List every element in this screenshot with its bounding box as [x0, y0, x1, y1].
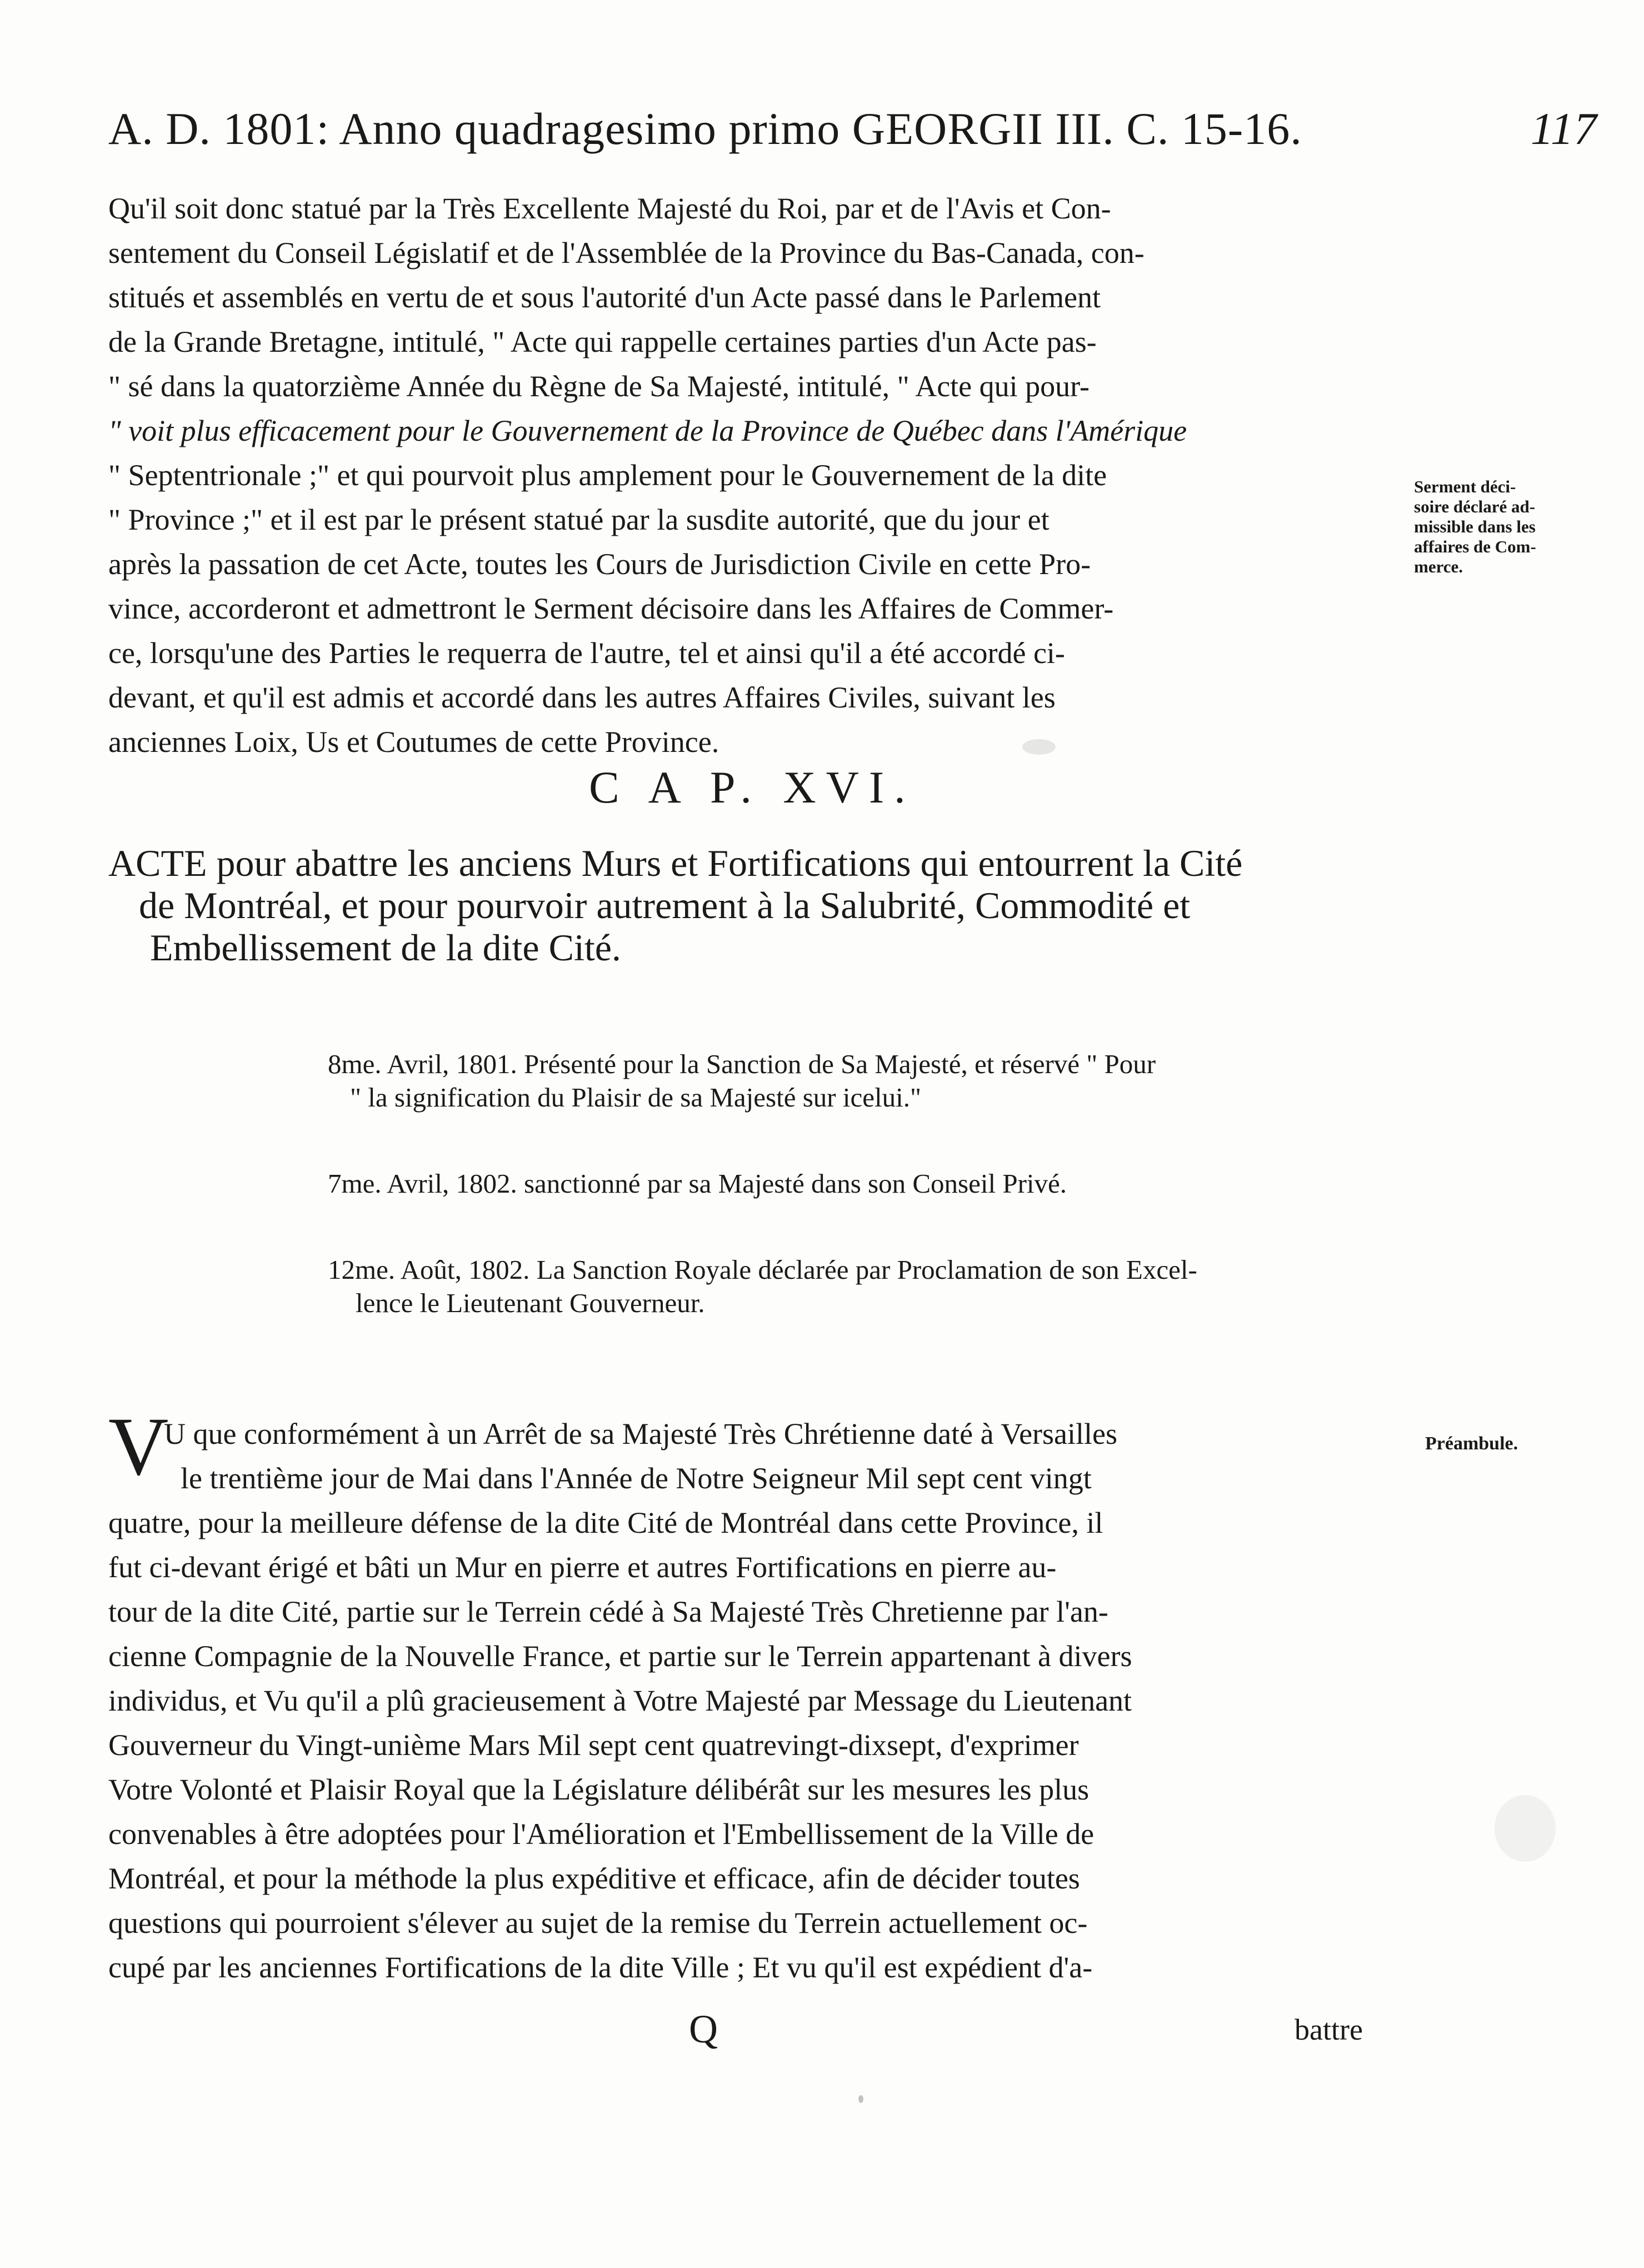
- text-line: sentement du Conseil Législatif et de l'Assemblée de la Province du Bas-Canada, con-: [108, 236, 1145, 270]
- text-line: ce, lorsqu'une des Parties le requerra de l'autre, tel et ainsi qu'il a été accordé ci-: [108, 636, 1065, 670]
- date-line: 12me. Août, 1802. La Sanction Royale déclarée par Proclamation de son Excel-: [328, 1254, 1197, 1285]
- text-line: le trentième jour de Mai dans l'Année de Notre Seigneur Mil sept cent vingt: [181, 1462, 1092, 1495]
- date-line: lence le Lieutenant Gouverneur.: [356, 1288, 705, 1318]
- paper-speck: [858, 2095, 863, 2103]
- text-line: cienne Compagnie de la Nouvelle France, et partie sur le Terrein appartenant à divers: [108, 1639, 1132, 1673]
- marginal-note-line: Serment déci-: [1414, 477, 1516, 496]
- text-line: Votre Volonté et Plaisir Royal que la Législature délibérât sur les mesures les plus: [108, 1773, 1090, 1806]
- act-title: [108, 842, 1386, 969]
- date-line: " la signification du Plaisir de sa Majesté sur icelui.": [350, 1082, 921, 1113]
- signature-mark: Q: [689, 2007, 718, 2051]
- date-line: 7me. Avril, 1802. sanctionné par sa Majesté dans son Conseil Privé.: [328, 1168, 1067, 1199]
- text-line: " sé dans la quatorzième Année du Règne de Sa Majesté, intitulé, " Acte qui pour-: [108, 370, 1090, 403]
- date-line: 8me. Avril, 1801. Présenté pour la Sanction de Sa Majesté, et réservé " Pour: [328, 1049, 1156, 1079]
- marginal-note-preambule: Préambule.: [1425, 1433, 1518, 1454]
- text-line: de la Grande Bretagne, intitulé, " Acte qui rappelle certaines parties d'un Acte pas-: [108, 325, 1097, 358]
- date-entry-sanctioned: [328, 1167, 1433, 1200]
- running-title: A. D. 1801: Anno quadragesimo primo GEORGII III. C. 15-16.: [108, 103, 1302, 154]
- page-number: 117: [1531, 103, 1597, 154]
- date-entry-proclaimed: [328, 1253, 1433, 1320]
- marginal-note-line: soire déclaré ad-: [1414, 497, 1536, 516]
- sanction-dates: [328, 1048, 1433, 1320]
- date-entry-presented: [328, 1048, 1433, 1114]
- text-line: questions qui pourroient s'élever au sujet de la remise du Terrein actuellement oc-: [108, 1906, 1088, 1940]
- text-line: quatre, pour la meilleure défense de la dite Cité de Montréal dans cette Province, il: [108, 1506, 1103, 1539]
- act-title-line: de Montréal, et pour pourvoir autrement à la Salubrité, Commodité et: [139, 884, 1191, 926]
- text-line: Gouverneur du Vingt-unième Mars Mil sept cent quatrevingt-dixsept, d'exprimer: [108, 1728, 1079, 1762]
- marginal-note-line: missible dans les: [1414, 517, 1536, 536]
- text-line: " Septentrionale ;" et qui pourvoit plus amplement pour le Gouvernement de la dite: [108, 458, 1107, 492]
- text-line: Qu'il soit donc statué par la Très Excellente Majesté du Roi, par et de l'Avis et Con-: [108, 192, 1111, 225]
- text-line: stitués et assemblés en vertu de et sous l'autorité d'un Acte passé dans le Parlement: [108, 281, 1101, 314]
- marginal-note-line: affaires de Com-: [1414, 537, 1536, 556]
- marginal-note-line: merce.: [1414, 557, 1463, 576]
- text-line: cupé par les anciennes Fortifications de la dite Ville ; Et vu qu'il est expédient d'a-: [108, 1951, 1093, 1984]
- text-line: anciennes Loix, Us et Coutumes de cette Province.: [108, 725, 719, 759]
- paper-speck: [1022, 739, 1056, 755]
- act-title-line: Embellissement de la dite Cité.: [150, 926, 621, 969]
- text-line: convenables à être adoptées pour l'Amélioration et l'Embellissement de la Ville de: [108, 1817, 1095, 1851]
- chapter-heading: C A P. XVI.: [589, 762, 916, 813]
- text-line: " Province ;" et il est par le présent statué par la susdite autorité, que du jour et: [108, 503, 1050, 536]
- catchword: battre: [1295, 2013, 1363, 2046]
- text-line: vince, accorderont et admettront le Serment décisoire dans les Affaires de Commer-: [108, 592, 1114, 625]
- preamble: [108, 1400, 1386, 1990]
- text-line: tour de la dite Cité, partie sur le Terrein cédé à Sa Majesté Très Chretienne par l'an-: [108, 1595, 1108, 1628]
- act-title-line: ACTE pour abattre les anciens Murs et Fortifications qui entourrent la Cité: [108, 842, 1243, 884]
- text-line: Montréal, et pour la méthode la plus expéditive et efficace, afin de décider toutes: [108, 1862, 1080, 1895]
- marginal-note-serment: [1414, 477, 1581, 577]
- cap15-enacting-clause: [108, 186, 1386, 764]
- text-line: " voit plus efficacement pour le Gouvernement de la Province de Québec dans l'Amérique: [108, 414, 1187, 447]
- text-line: U que conformément à un Arrêt de sa Majesté Très Chrétienne daté à Versailles: [164, 1417, 1118, 1450]
- text-line: individus, et Vu qu'il a plû gracieusement à Votre Majesté par Message du Lieutenant: [108, 1684, 1132, 1717]
- text-line: devant, et qu'il est admis et accordé dans les autres Affaires Civiles, suivant les: [108, 681, 1056, 714]
- drop-cap: V: [108, 1400, 169, 1493]
- text-line: fut ci-devant érigé et bâti un Mur en pierre et autres Fortifications en pierre au-: [108, 1551, 1057, 1584]
- paper-speck: [1495, 1795, 1556, 1862]
- text-line: après la passation de cet Acte, toutes les Cours de Jurisdiction Civile en cette Pro-: [108, 547, 1091, 581]
